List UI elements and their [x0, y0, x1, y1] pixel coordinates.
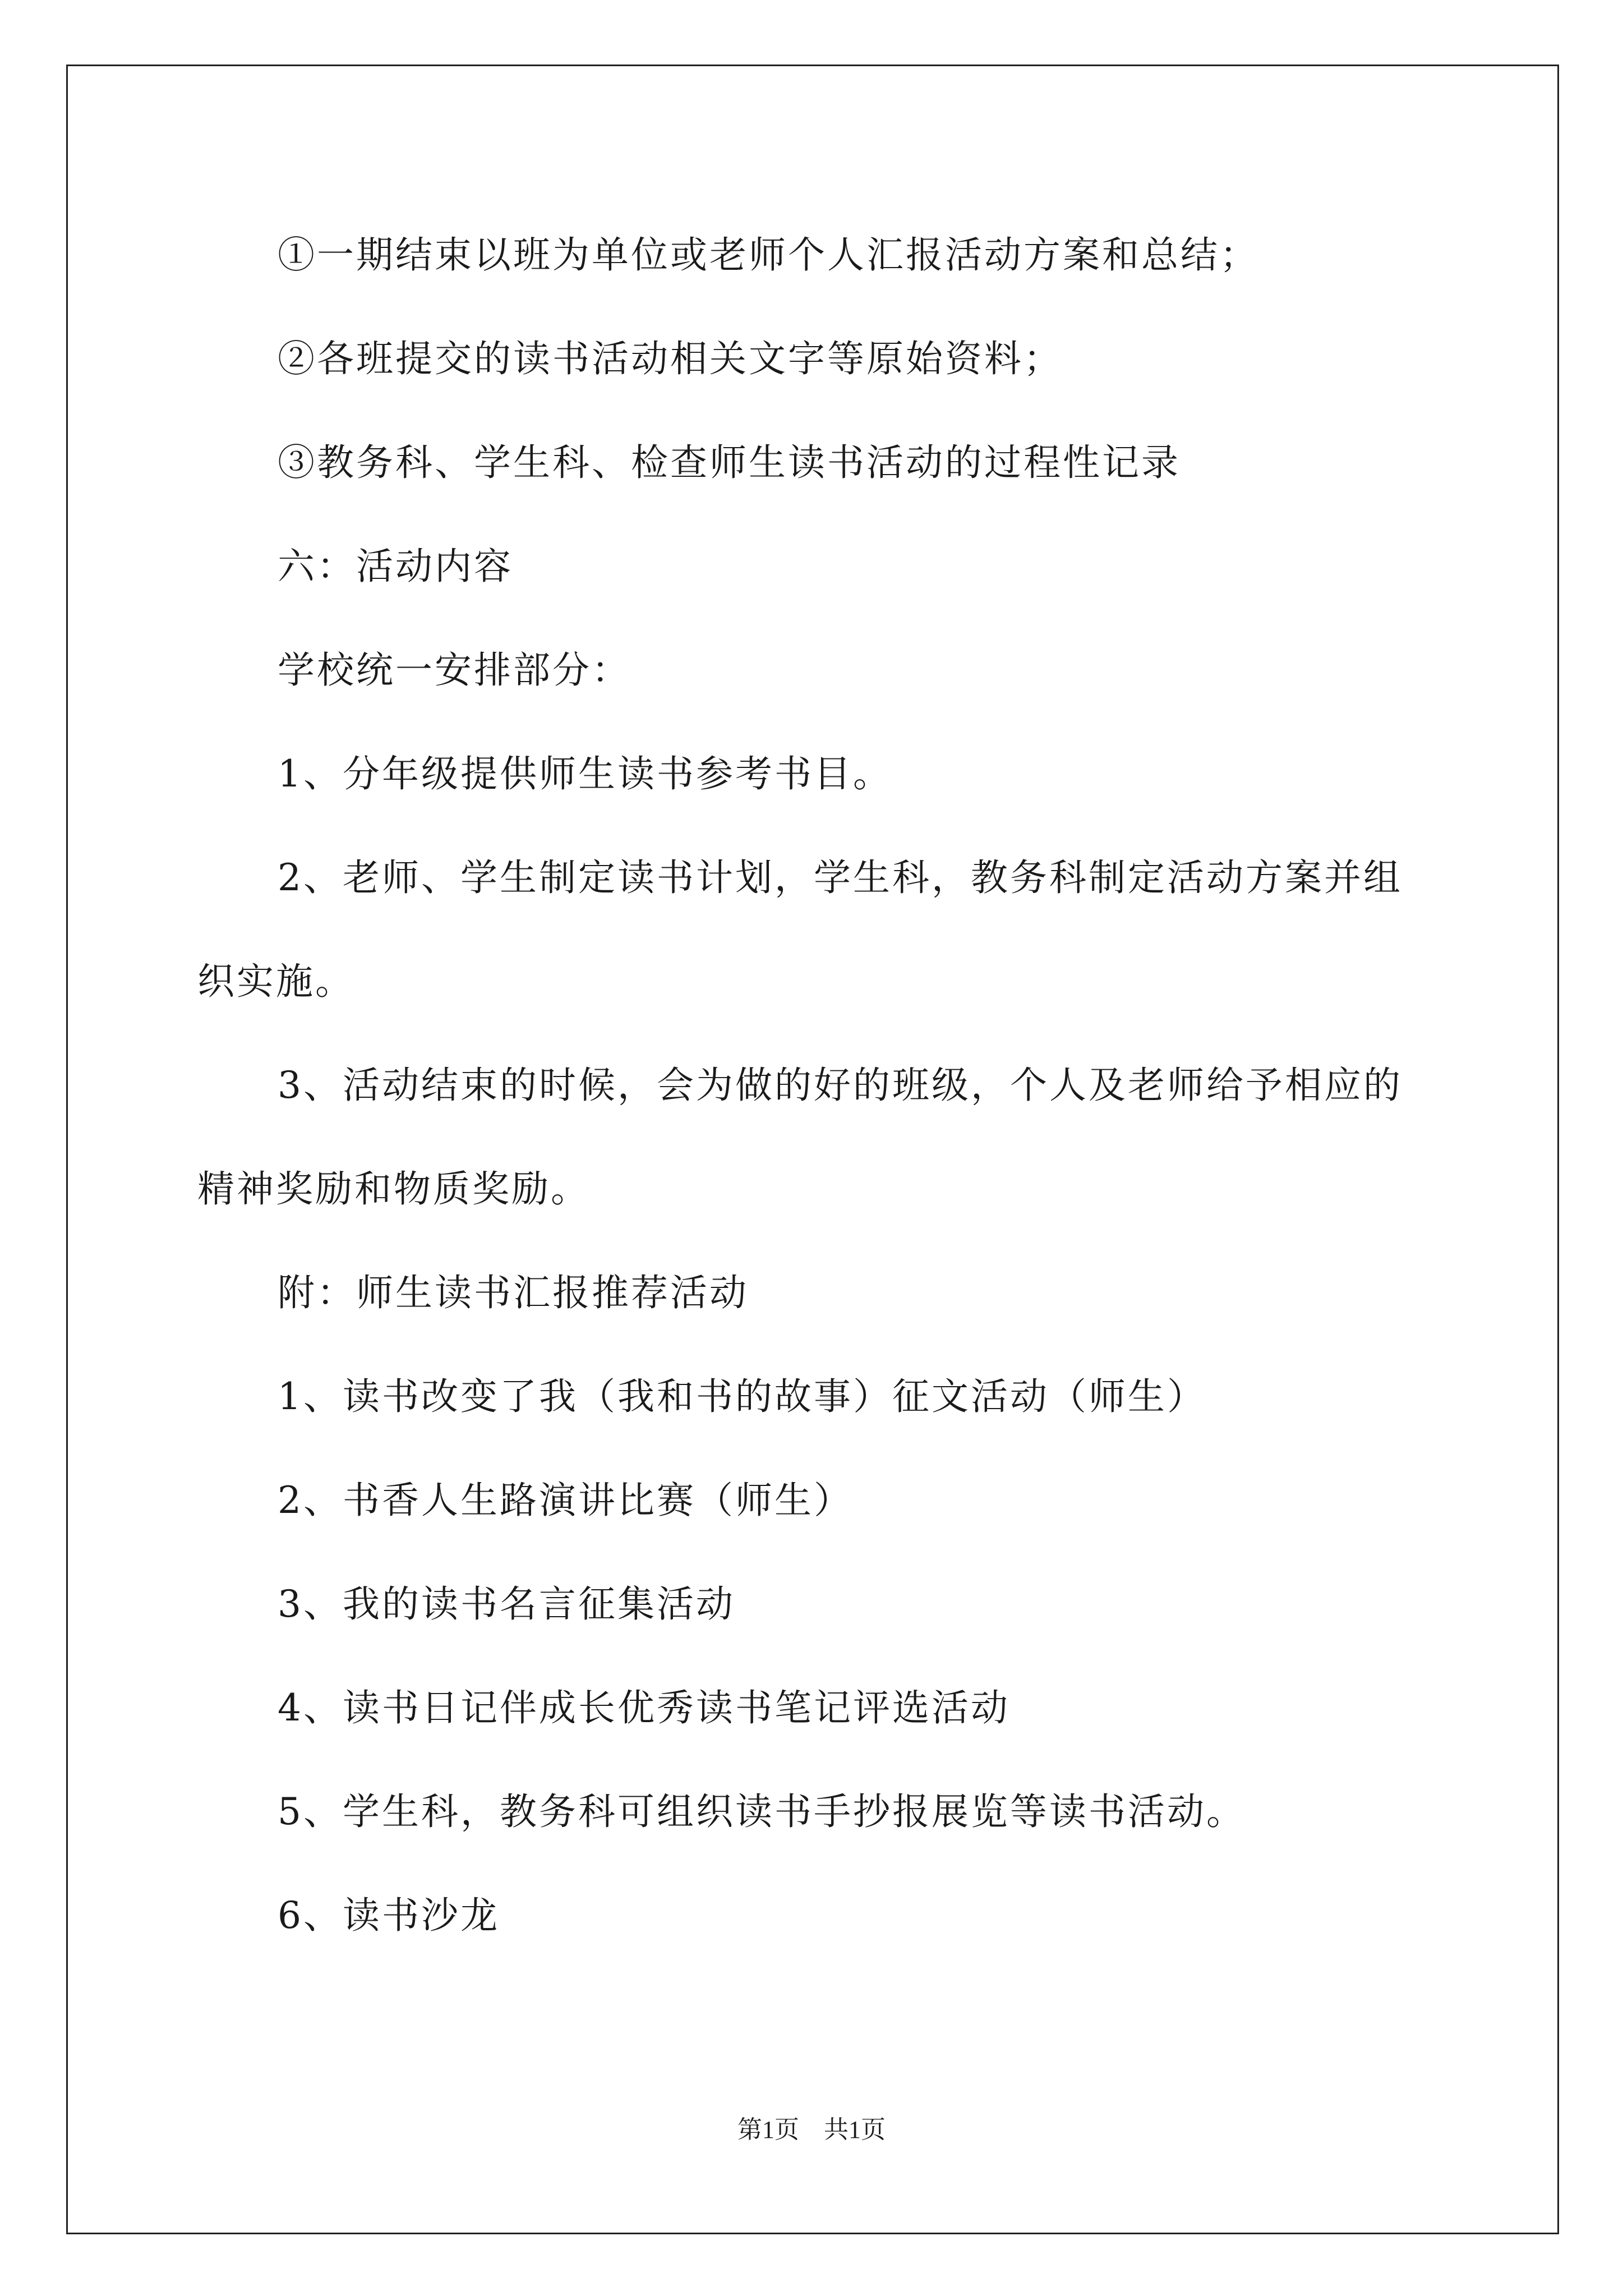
paragraph-class-materials: ②各班提交的读书活动相关文字等原始资料； — [278, 337, 1063, 380]
list-item-3: 3、活动结束的时候，会为做的好的班级，个人及老师给予相应的 — [278, 1064, 1403, 1107]
appendix-item-1: 1、读书改变了我（我和书的故事）征文活动（师生） — [278, 1375, 1206, 1418]
appendix-item-3: 3、我的读书名言征集活动 — [278, 1582, 735, 1626]
list-item-3-continued: 精神奖励和物质奖励。 — [197, 1167, 590, 1211]
section-heading-activity-content: 六：活动内容 — [278, 545, 513, 588]
paragraph-process-records: ③教务科、学生科、检查师生读书活动的过程性记录 — [278, 441, 1181, 484]
list-item-1: 1、分年级提供师生读书参考书目。 — [278, 752, 892, 795]
paragraph-school-arrangement: 学校统一安排部分： — [278, 648, 631, 692]
appendix-heading: 附：师生读书汇报推荐活动 — [278, 1271, 749, 1314]
appendix-item-2: 2、书香人生路演讲比赛（师生） — [278, 1479, 853, 1522]
appendix-item-6: 6、读书沙龙 — [278, 1894, 500, 1937]
list-item-2-continued: 织实施。 — [197, 960, 354, 1003]
appendix-item-4: 4、读书日记伴成长优秀读书笔记评选活动 — [278, 1686, 1010, 1729]
page-footer: 第1页 共1页 — [737, 2116, 886, 2143]
paragraph-summary-report: ①一期结束以班为单位或老师个人汇报活动方案和总结； — [278, 233, 1259, 277]
appendix-item-5: 5、学生科，教务科可组织读书手抄报展览等读书活动。 — [278, 1790, 1246, 1833]
list-item-2: 2、老师、学生制定读书计划，学生科，教务科制定活动方案并组 — [278, 856, 1403, 899]
